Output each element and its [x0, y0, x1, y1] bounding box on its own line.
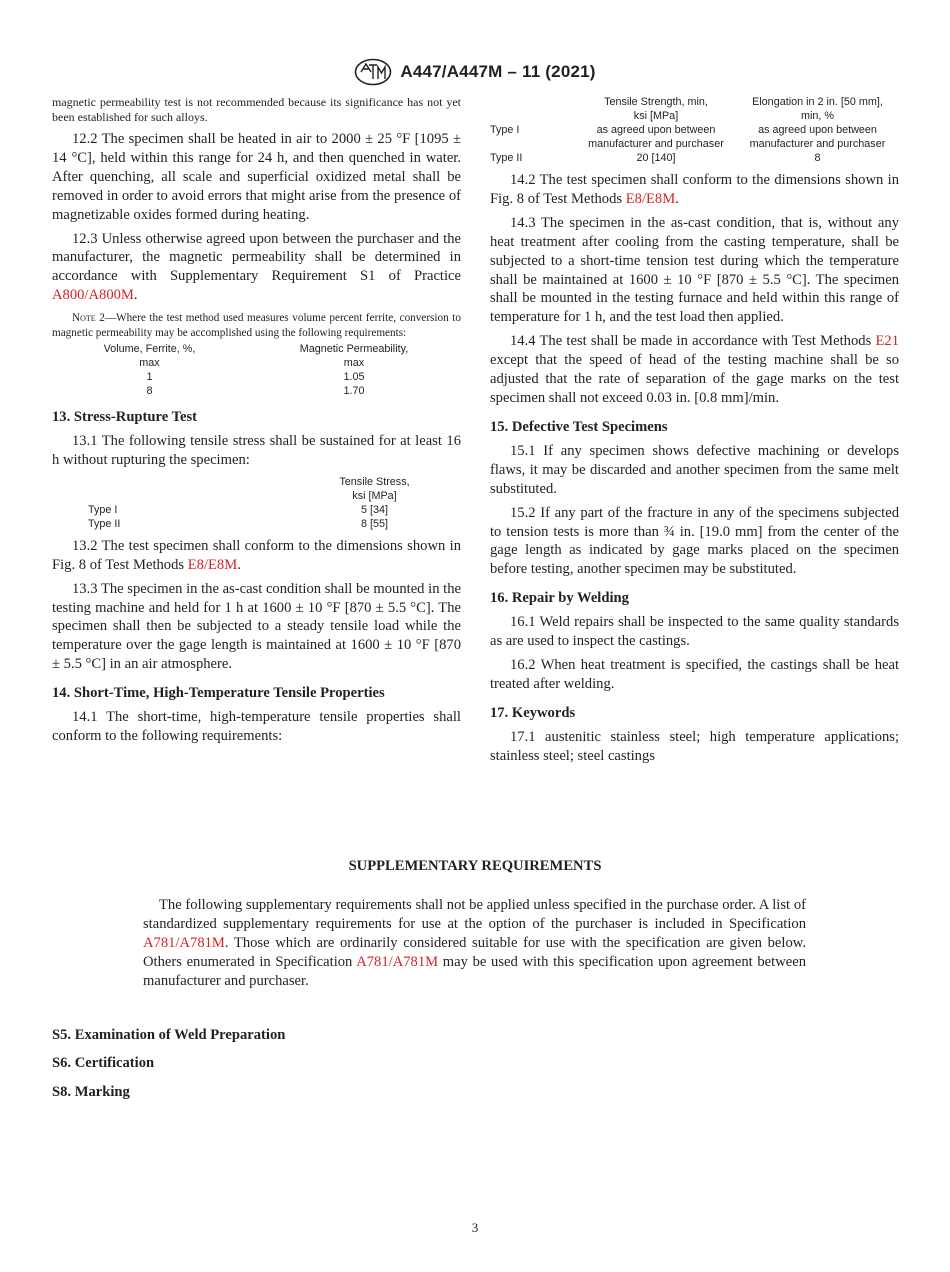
- supplementary-title: SUPPLEMENTARY REQUIREMENTS: [348, 858, 602, 874]
- para-14-2: 14.2 The test specimen shall conform to the dimensions shown in Fig. 8 of Test Methods E8/E8M.: [490, 172, 899, 207]
- section-17-title: 17. Keywords: [490, 704, 576, 721]
- permeability-header: Magnetic Permeability,: [299, 342, 409, 355]
- link-a781[interactable]: A781/A781M: [143, 934, 225, 951]
- tensile-table: Tensile Strength, min, ksi [MPa] Elongation in 2 in. [50 mm], min, % Type I as agreed upon between manufacturer and purchaser as agreed upon between manufacturer and purchaser Type II 20 [140] 8: [490, 95, 899, 165]
- page-header: [0, 58, 950, 86]
- table-row: Type I as agreed upon between manufacturer and purchaser as agreed upon between manufacturer and purchaser: [490, 124, 886, 150]
- table-row: 8 1.70: [146, 384, 365, 397]
- link-a781-2[interactable]: A781/A781M: [356, 953, 439, 970]
- link-e8-2[interactable]: E8/E8M: [625, 190, 676, 207]
- astm-logo-icon: [354, 58, 392, 86]
- right-column: [490, 95, 899, 771]
- para-12-2: 12.2 The specimen shall be heated in air to 2000 ± 25 °F [1095 ± 14 °C], held within this range for 24 h, and then quenched in water. After quenching, all scale and superficial oxidized metal shall be removed in order to avoid errors that might arise from the presence of magnetizable oxides formed during heating.: [52, 131, 461, 223]
- section-16-title: 16. Repair by Welding: [490, 590, 629, 607]
- para-17-1: 17.1 austenitic stainless steel; high temperature applications; stainless steel; steel castings: [490, 728, 899, 764]
- supplementary-s8: S8. Marking: [52, 1084, 130, 1100]
- para-14-1: 14.1 The short-time, high-temperature tensile properties shall conform to the following requirements:: [52, 709, 461, 745]
- table-row: 1 1.05: [146, 370, 365, 383]
- para-14-3: 14.3 The specimen in the as-cast condition, that is, without any heat treatment after cooling from the casting temperature, shall be subjected to a short-time tension test during which the temperature shall be maintained at 1600 ± 10 °F [870 ± 5.5 °C]. The specimen shall be mounted in the testing furnace and held within this range of temperature for 1 h, and the test load then applied.: [490, 214, 899, 326]
- section-14-title: 14. Short-Time, High-Temperature Tensile Properties: [52, 685, 385, 702]
- note-2: Note 2—Where the test method used measures volume percent ferrite, conversion to magnetic permeability may be accomplished using the following requirements:: [52, 312, 461, 339]
- para-13-2: 13.2 The test specimen shall conform to the dimensions shown in Fig. 8 of Test Methods E8/E8M.: [52, 537, 461, 573]
- supplementary-s5: S5. Examination of Weld Preparation: [52, 1027, 286, 1043]
- para-12-3: 12.3 Unless otherwise agreed upon between the purchaser and the manufacturer, the magnetic permeability shall be determined in accordance with Supplementary Requirement S1 of Practice A800/A800M.: [52, 230, 461, 304]
- ferrite-table: Volume, Ferrite, %, max Magnetic Permeability, max 1 1.05 8 1.70: [52, 342, 461, 398]
- left-column: [52, 95, 461, 751]
- link-e21[interactable]: E21: [875, 333, 899, 350]
- para-14-4: 14.4 The test shall be made in accordance with Test Methods E21 except that the speed of head of the testing machine shall be so adjusted that the rate of separation of the gage marks on the test specimen shall not exceed 0.03 in. [0.8 mm]/min.: [490, 333, 899, 406]
- section-15-title: 15. Defective Test Specimens: [490, 418, 668, 435]
- page-number: 3: [471, 1220, 479, 1235]
- supplementary-body: The following supplementary requirements shall not be applied unless specified in the purchase order. A list of standardized supplementary requirements for use at the option of the purchaser is included in Specification A781/A781M. Those which are ordinarily considered suitable for use with the specification are given below. Others enumerated in Specification A781/A781M may be used with this specification upon agreement between manufacturer and purchaser.: [143, 897, 806, 989]
- link-a800[interactable]: A800/A800M: [52, 287, 134, 304]
- document-code: A447/A447M – 11 (2021): [400, 62, 596, 81]
- section-13-title: 13. Stress-Rupture Test: [52, 408, 198, 425]
- intro-text: magnetic permeability test is not recommended because its significance has not yet been established for such alloys.: [52, 95, 461, 124]
- para-16-2: 16.2 When heat treatment is specified, the castings shall be heat treated after welding.: [490, 657, 899, 692]
- tensile-strength-header: Tensile Strength, min,: [604, 96, 708, 108]
- table-row: Type I 5 [34]: [88, 503, 388, 516]
- stress-header: Tensile Stress,: [339, 475, 410, 488]
- table-row: Type II 8 [55]: [88, 517, 388, 530]
- ferrite-header: Volume, Ferrite, %,: [103, 342, 196, 355]
- para-15-2: 15.2 If any part of the fracture in any of the specimens subjected to tension tests is more than ¾ in. [19.0 mm] from the center of the gage length as indicated by gage marks placed on the specimen before testing, another specimen may be substituted.: [490, 504, 899, 578]
- para-13-1: 13.1 The following tensile stress shall be sustained for at least 16 h without rupturing the specimen:: [52, 432, 461, 468]
- para-15-1: 15.1 If any specimen shows defective machining or develops flaws, it may be discarded and another specimen from the same melt substituted.: [490, 442, 899, 497]
- para-16-1: 16.1 Weld repairs shall be inspected to the same quality standards as are used to inspect the castings.: [490, 614, 899, 650]
- elongation-header: Elongation in 2 in. [50 mm],: [752, 96, 883, 108]
- table-row: Type II 20 [140] 8: [490, 152, 821, 164]
- para-13-3: 13.3 The specimen in the as-cast condition shall be mounted in the testing machine and held for 1 h at 1600 ± 10 °F [870 ± 5.5 °C]. The specimen shall then be subjected to a steady tensile load while the temperature over the gage length is maintained at 1600 ± 10 °F [870 ± 5.5 °C] in an air atmosphere.: [52, 580, 461, 673]
- supplementary-s6: S6. Certification: [52, 1055, 155, 1071]
- link-e8[interactable]: E8/E8M: [187, 556, 238, 573]
- stress-table: Tensile Stress, ksi [MPa] Type I 5 [34] Type II 8 [55]: [52, 475, 461, 531]
